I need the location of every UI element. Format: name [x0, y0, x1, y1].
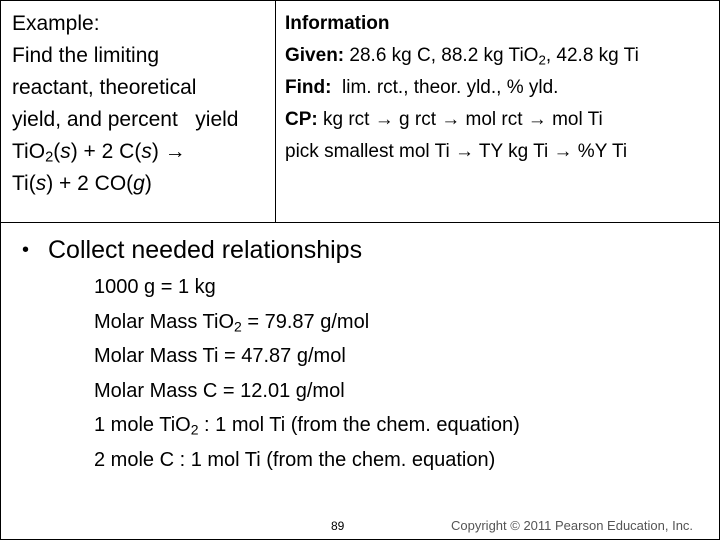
- relationship-item: Molar Mass C = 12.01 g/mol: [94, 379, 345, 402]
- example-line: yield, and percent yield: [12, 108, 239, 131]
- relationship-item: Molar Mass Ti = 47.87 g/mol: [94, 345, 346, 367]
- bullet-icon: •: [22, 239, 30, 261]
- example-label: Example:: [12, 12, 100, 35]
- conceptual-plan-line: CP: kg rct → g rct → mol rct → mol Ti: [285, 109, 603, 130]
- relationship-item: 1 mole TiO$_2$ : 1 mol Ti (from the chem. equation): [94, 414, 520, 438]
- bullet-text: Collect needed relationships: [48, 236, 363, 264]
- information-cell: [285, 8, 639, 168]
- table-divider: [275, 0, 276, 222]
- example-line: reactant, theoretical: [12, 76, 197, 99]
- conceptual-plan-line2: pick smallest mol Ti → TY kg Ti → %Y Ti: [285, 141, 628, 162]
- relationship-item: Molar Mass TiO$_2$ = 79.87 g/mol: [94, 310, 370, 334]
- page-number: 89: [331, 519, 345, 533]
- given-line: Given: 28.6 kg C, 88.2 kg TiO$_2$, 42.8 kg Ti: [285, 45, 639, 68]
- relationships-list: [94, 270, 520, 477]
- example-line: Find the limiting: [12, 44, 160, 67]
- reaction-equation-line1: TiO$_2$(s) + 2 C(s) →: [12, 140, 186, 166]
- information-header: Information: [285, 13, 390, 34]
- copyright-notice: Copyright © 2011 Pearson Education, Inc.: [451, 518, 694, 533]
- relationship-item: 2 mole C : 1 mol Ti (from the chem. equation): [94, 448, 496, 471]
- reaction-equation-line2: Ti(s) + 2 CO(g): [12, 172, 152, 195]
- bullet-item: [22, 232, 362, 268]
- example-cell: [12, 8, 238, 200]
- find-line: Find: lim. rct., theor. yld., % yld.: [285, 77, 559, 98]
- relationship-item: 1000 g = 1 kg: [94, 276, 216, 298]
